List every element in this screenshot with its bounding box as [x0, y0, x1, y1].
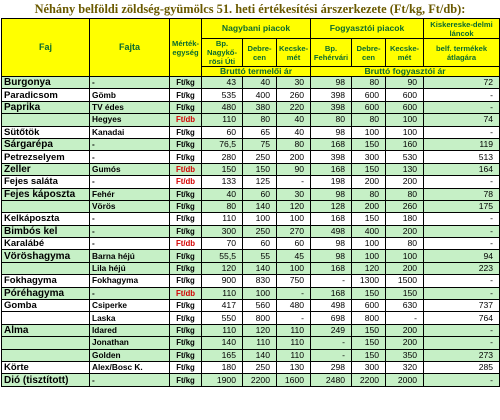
- cell-debrecen-2: 150: [352, 337, 386, 349]
- cell-debrecen: 100: [243, 213, 277, 225]
- cell-unit: Ft/kg: [170, 126, 202, 138]
- cell-kecskemet-2: 150: [386, 287, 424, 299]
- cell-kecskemet: 120: [277, 200, 311, 212]
- table-row: [2, 324, 500, 336]
- cell-bp-fehervari: 168: [311, 138, 352, 150]
- cell-belf-atlagar: 175: [424, 200, 500, 212]
- cell-kecskemet-2: -: [386, 312, 424, 324]
- cell-bp-fehervari: 249: [311, 324, 352, 336]
- cell-kecskemet-2: 100: [386, 114, 424, 126]
- cell-unit: Ft/kg: [170, 312, 202, 324]
- cell-bp-fehervari: 168: [311, 163, 352, 175]
- cell-kecskemet: 30: [277, 77, 311, 89]
- cell-bp-nagykoros: 110: [202, 213, 243, 225]
- cell-bp-fehervari: 498: [311, 225, 352, 237]
- cell-belf-atlagar: -: [424, 213, 500, 225]
- table-row: [2, 225, 500, 237]
- cell-fajta: -: [90, 77, 170, 89]
- table-row: [2, 77, 500, 89]
- cell-unit: Ft/db: [170, 238, 202, 250]
- cell-debrecen-2: 300: [352, 361, 386, 373]
- cell-unit: Ft/kg: [170, 138, 202, 150]
- cell-debrecen-2: 2200: [352, 374, 386, 386]
- cell-faj: Sütőtök: [2, 126, 90, 138]
- cell-debrecen: 150: [243, 163, 277, 175]
- cell-belf-atlagar: -: [424, 374, 500, 386]
- table-row: [2, 337, 500, 349]
- cell-kecskemet: 110: [277, 337, 311, 349]
- cell-bp-nagykoros: 55,5: [202, 250, 243, 262]
- header-kecskemet-2: Kecske-mét: [386, 39, 424, 67]
- cell-debrecen: 60: [243, 188, 277, 200]
- cell-bp-fehervari: 398: [311, 89, 352, 101]
- cell-debrecen: 125: [243, 176, 277, 188]
- cell-debrecen: 250: [243, 361, 277, 373]
- cell-bp-fehervari: 80: [311, 114, 352, 126]
- cell-debrecen-2: 150: [352, 163, 386, 175]
- cell-kecskemet-2: 180: [386, 213, 424, 225]
- cell-unit: Ft/kg: [170, 188, 202, 200]
- table-row: [2, 138, 500, 150]
- cell-kecskemet: 90: [277, 163, 311, 175]
- cell-debrecen: 380: [243, 101, 277, 113]
- cell-kecskemet-2: 600: [386, 89, 424, 101]
- cell-kecskemet-2: 100: [386, 250, 424, 262]
- cell-bp-fehervari: -: [311, 275, 352, 287]
- table-row: [2, 213, 500, 225]
- cell-unit: Ft/kg: [170, 213, 202, 225]
- cell-belf-atlagar: -: [424, 337, 500, 349]
- cell-kecskemet-2: 130: [386, 163, 424, 175]
- cell-debrecen-2: 80: [352, 114, 386, 126]
- cell-faj: [2, 200, 90, 212]
- cell-debrecen: 250: [243, 151, 277, 163]
- table-row: [2, 262, 500, 274]
- table-row: [2, 287, 500, 299]
- cell-faj: Vöröshagyma: [2, 250, 90, 262]
- cell-debrecen: 40: [243, 77, 277, 89]
- cell-bp-nagykoros: 1900: [202, 374, 243, 386]
- cell-debrecen-2: 80: [352, 188, 386, 200]
- cell-belf-atlagar: -: [424, 225, 500, 237]
- cell-fajta: Laska: [90, 312, 170, 324]
- page-title: Néhány belföldi zöldség-gyümölcs 51. heti értékesítési árszerkezete (Ft/kg, Ft/db):: [34, 2, 466, 16]
- cell-kecskemet-2: 530: [386, 151, 424, 163]
- cell-belf-atlagar: -: [424, 126, 500, 138]
- cell-kecskemet: 45: [277, 250, 311, 262]
- cell-kecskemet: 260: [277, 89, 311, 101]
- header-kecskemet: Kecske-mét: [277, 39, 311, 67]
- cell-bp-nagykoros: 535: [202, 89, 243, 101]
- cell-faj: Fejes saláta: [2, 176, 90, 188]
- cell-debrecen-2: 120: [352, 262, 386, 274]
- cell-bp-nagykoros: 480: [202, 101, 243, 113]
- header-unit: Mérték-egység: [170, 19, 202, 77]
- header-brutto-termeloi: Bruttó termelői ár: [202, 67, 311, 77]
- cell-bp-nagykoros: 43: [202, 77, 243, 89]
- cell-kecskemet: 1600: [277, 374, 311, 386]
- header-nagybani: Nagybani piacok: [202, 19, 311, 39]
- cell-debrecen: 60: [243, 238, 277, 250]
- cell-belf-atlagar: -: [424, 89, 500, 101]
- cell-unit: Ft/kg: [170, 101, 202, 113]
- cell-fajta: Hegyes: [90, 114, 170, 126]
- header-fajta: Fajta: [90, 19, 170, 77]
- cell-bp-fehervari: 168: [311, 213, 352, 225]
- cell-kecskemet: 200: [277, 151, 311, 163]
- cell-debrecen: 2200: [243, 374, 277, 386]
- cell-unit: Ft/db: [170, 163, 202, 175]
- cell-bp-fehervari: 498: [311, 300, 352, 312]
- cell-kecskemet-2: 200: [386, 262, 424, 274]
- cell-unit: Ft/kg: [170, 374, 202, 386]
- cell-bp-nagykoros: 300: [202, 225, 243, 237]
- cell-bp-fehervari: 168: [311, 262, 352, 274]
- cell-bp-fehervari: 698: [311, 312, 352, 324]
- cell-faj: Karalábé: [2, 238, 90, 250]
- cell-faj: [2, 312, 90, 324]
- table-row: [2, 200, 500, 212]
- cell-debrecen: 55: [243, 250, 277, 262]
- cell-kecskemet: 750: [277, 275, 311, 287]
- cell-bp-fehervari: 398: [311, 101, 352, 113]
- cell-belf-atlagar: 285: [424, 361, 500, 373]
- cell-belf-atlagar: 273: [424, 349, 500, 361]
- cell-kecskemet-2: 260: [386, 200, 424, 212]
- cell-belf-atlagar: 737: [424, 300, 500, 312]
- cell-bp-nagykoros: 60: [202, 126, 243, 138]
- cell-bp-fehervari: 168: [311, 287, 352, 299]
- table-row: [2, 114, 500, 126]
- cell-belf-atlagar: 72: [424, 77, 500, 89]
- cell-faj: Körte: [2, 361, 90, 373]
- header-bp-nagykoros: Bp. Nagykő-rösi Úti: [202, 39, 243, 67]
- cell-bp-fehervari: 98: [311, 77, 352, 89]
- cell-belf-atlagar: 94: [424, 250, 500, 262]
- cell-unit: Ft/kg: [170, 300, 202, 312]
- header-brutto-fogyasztoi: Bruttó fogyasztói ár: [311, 67, 500, 77]
- cell-fajta: Kanadai: [90, 126, 170, 138]
- cell-debrecen-2: 150: [352, 287, 386, 299]
- cell-unit: Ft/kg: [170, 361, 202, 373]
- cell-kecskemet-2: 200: [386, 176, 424, 188]
- cell-fajta: Golden: [90, 349, 170, 361]
- cell-faj: Sárgarépa: [2, 138, 90, 150]
- cell-kecskemet: 80: [277, 138, 311, 150]
- cell-bp-nagykoros: 150: [202, 163, 243, 175]
- cell-bp-fehervari: 398: [311, 151, 352, 163]
- cell-debrecen: 140: [243, 349, 277, 361]
- cell-debrecen: 140: [243, 262, 277, 274]
- cell-fajta: -: [90, 287, 170, 299]
- cell-unit: Ft/kg: [170, 151, 202, 163]
- cell-fajta: Jonathan: [90, 337, 170, 349]
- cell-bp-nagykoros: 110: [202, 324, 243, 336]
- cell-faj: [2, 262, 90, 274]
- cell-debrecen: 140: [243, 200, 277, 212]
- cell-belf-atlagar: -: [424, 101, 500, 113]
- cell-fajta: TV édes: [90, 101, 170, 113]
- cell-fajta: Fokhagyma: [90, 275, 170, 287]
- cell-fajta: Lila héjú: [90, 262, 170, 274]
- table-row: [2, 126, 500, 138]
- cell-kecskemet-2: 200: [386, 225, 424, 237]
- cell-belf-atlagar: -: [424, 275, 500, 287]
- cell-kecskemet: 480: [277, 300, 311, 312]
- cell-fajta: -: [90, 374, 170, 386]
- cell-debrecen-2: 100: [352, 126, 386, 138]
- cell-belf-atlagar: -: [424, 238, 500, 250]
- cell-faj: [2, 114, 90, 126]
- cell-unit: Ft/kg: [170, 262, 202, 274]
- cell-bp-fehervari: 2480: [311, 374, 352, 386]
- cell-unit: Ft/kg: [170, 250, 202, 262]
- cell-debrecen: 100: [243, 287, 277, 299]
- cell-debrecen: 80: [243, 114, 277, 126]
- cell-bp-nagykoros: 133: [202, 176, 243, 188]
- header-bp-fehervari: Bp. Fehérvári: [311, 39, 352, 67]
- cell-bp-nagykoros: 76,5: [202, 138, 243, 150]
- cell-kecskemet-2: 2000: [386, 374, 424, 386]
- cell-debrecen-2: 80: [352, 77, 386, 89]
- cell-bp-nagykoros: 40: [202, 188, 243, 200]
- cell-kecskemet: 60: [277, 238, 311, 250]
- cell-unit: Ft/db: [170, 176, 202, 188]
- price-table: [1, 18, 500, 387]
- cell-bp-nagykoros: 550: [202, 312, 243, 324]
- table-row: [2, 312, 500, 324]
- cell-faj: Petrezselyem: [2, 151, 90, 163]
- cell-unit: Ft/kg: [170, 275, 202, 287]
- cell-faj: Dió (tisztított): [2, 374, 90, 386]
- table-row: [2, 275, 500, 287]
- cell-fajta: -: [90, 138, 170, 150]
- header-faj: Faj: [2, 19, 90, 77]
- table-row: [2, 101, 500, 113]
- cell-bp-fehervari: -: [311, 349, 352, 361]
- cell-belf-atlagar: 119: [424, 138, 500, 150]
- cell-bp-fehervari: 98: [311, 188, 352, 200]
- table-row: [2, 163, 500, 175]
- cell-debrecen: 65: [243, 126, 277, 138]
- cell-fajta: -: [90, 225, 170, 237]
- cell-kecskemet: 110: [277, 324, 311, 336]
- cell-belf-atlagar: 764: [424, 312, 500, 324]
- cell-faj: Gomba: [2, 300, 90, 312]
- cell-kecskemet: -: [277, 287, 311, 299]
- cell-belf-atlagar: 223: [424, 262, 500, 274]
- cell-bp-nagykoros: 120: [202, 262, 243, 274]
- cell-unit: Ft/kg: [170, 225, 202, 237]
- cell-kecskemet: 100: [277, 213, 311, 225]
- cell-kecskemet-2: 1500: [386, 275, 424, 287]
- cell-fajta: -: [90, 151, 170, 163]
- cell-kecskemet-2: 600: [386, 101, 424, 113]
- cell-debrecen: 120: [243, 324, 277, 336]
- cell-bp-nagykoros: 280: [202, 151, 243, 163]
- cell-fajta: Csiperke: [90, 300, 170, 312]
- cell-debrecen: 110: [243, 337, 277, 349]
- cell-faj: Paprika: [2, 101, 90, 113]
- cell-debrecen: 400: [243, 89, 277, 101]
- cell-fajta: -: [90, 176, 170, 188]
- cell-debrecen: 75: [243, 138, 277, 150]
- cell-belf-atlagar: 74: [424, 114, 500, 126]
- cell-bp-fehervari: 128: [311, 200, 352, 212]
- header-kisker: Kiskereske-delmi láncok: [424, 19, 500, 39]
- cell-kecskemet-2: 90: [386, 77, 424, 89]
- cell-faj: [2, 349, 90, 361]
- cell-debrecen: 830: [243, 275, 277, 287]
- cell-fajta: Fehér: [90, 188, 170, 200]
- cell-bp-nagykoros: 180: [202, 361, 243, 373]
- cell-faj: Kelkáposzta: [2, 213, 90, 225]
- table-body: [2, 77, 500, 387]
- cell-unit: Ft/db: [170, 287, 202, 299]
- table-row: [2, 238, 500, 250]
- table-row: [2, 250, 500, 262]
- table-row: [2, 300, 500, 312]
- cell-unit: Ft/kg: [170, 349, 202, 361]
- cell-belf-atlagar: 78: [424, 188, 500, 200]
- cell-faj: Alma: [2, 324, 90, 336]
- cell-bp-nagykoros: 80: [202, 200, 243, 212]
- cell-bp-nagykoros: 140: [202, 337, 243, 349]
- cell-debrecen-2: 600: [352, 101, 386, 113]
- cell-kecskemet-2: 320: [386, 361, 424, 373]
- table-row: [2, 176, 500, 188]
- cell-faj: Póréhagyma: [2, 287, 90, 299]
- cell-kecskemet: -: [277, 176, 311, 188]
- cell-kecskemet: 100: [277, 262, 311, 274]
- cell-debrecen-2: 600: [352, 300, 386, 312]
- cell-debrecen: 250: [243, 225, 277, 237]
- cell-debrecen-2: 150: [352, 324, 386, 336]
- cell-kecskemet: 30: [277, 188, 311, 200]
- cell-fajta: -: [90, 238, 170, 250]
- cell-kecskemet: 40: [277, 114, 311, 126]
- cell-debrecen-2: 400: [352, 225, 386, 237]
- cell-debrecen-2: 150: [352, 138, 386, 150]
- header-belf-atlagar: belf. termékek átlagára: [424, 39, 500, 67]
- cell-fajta: Vörös: [90, 200, 170, 212]
- cell-unit: Ft/kg: [170, 200, 202, 212]
- cell-kecskemet-2: 350: [386, 349, 424, 361]
- cell-bp-fehervari: 198: [311, 176, 352, 188]
- cell-bp-nagykoros: 110: [202, 114, 243, 126]
- cell-belf-atlagar: 164: [424, 163, 500, 175]
- cell-unit: Ft/kg: [170, 324, 202, 336]
- cell-kecskemet: 220: [277, 101, 311, 113]
- cell-debrecen-2: 150: [352, 349, 386, 361]
- cell-faj: Fokhagyma: [2, 275, 90, 287]
- cell-belf-atlagar: 513: [424, 151, 500, 163]
- cell-fajta: Idared: [90, 324, 170, 336]
- cell-kecskemet-2: 160: [386, 138, 424, 150]
- cell-debrecen-2: 200: [352, 200, 386, 212]
- cell-bp-nagykoros: 165: [202, 349, 243, 361]
- cell-bp-nagykoros: 70: [202, 238, 243, 250]
- cell-faj: Bimbós kel: [2, 225, 90, 237]
- cell-kecskemet: 130: [277, 361, 311, 373]
- cell-fajta: Barna héjú: [90, 250, 170, 262]
- header-debrecen: Debre-cen: [243, 39, 277, 67]
- table-row: [2, 374, 500, 386]
- cell-debrecen: 560: [243, 300, 277, 312]
- cell-fajta: -: [90, 213, 170, 225]
- cell-bp-nagykoros: 110: [202, 287, 243, 299]
- cell-bp-nagykoros: 417: [202, 300, 243, 312]
- cell-kecskemet: 40: [277, 126, 311, 138]
- cell-faj: Burgonya: [2, 77, 90, 89]
- cell-debrecen-2: 100: [352, 238, 386, 250]
- cell-kecskemet: 110: [277, 349, 311, 361]
- cell-kecskemet: 270: [277, 225, 311, 237]
- cell-debrecen-2: 1300: [352, 275, 386, 287]
- cell-belf-atlagar: -: [424, 287, 500, 299]
- cell-unit: Ft/db: [170, 114, 202, 126]
- cell-faj: [2, 337, 90, 349]
- header-fogyasztoi: Fogyasztói piacok: [311, 19, 424, 39]
- cell-debrecen: 800: [243, 312, 277, 324]
- cell-debrecen-2: 800: [352, 312, 386, 324]
- cell-fajta: Alex/Bosc K.: [90, 361, 170, 373]
- cell-kecskemet-2: 100: [386, 126, 424, 138]
- cell-bp-fehervari: 298: [311, 361, 352, 373]
- cell-debrecen-2: 200: [352, 176, 386, 188]
- cell-bp-fehervari: 98: [311, 126, 352, 138]
- table-row: [2, 361, 500, 373]
- cell-fajta: Gumós: [90, 163, 170, 175]
- cell-faj: Zeller: [2, 163, 90, 175]
- header-debrecen-2: Debre-cen: [352, 39, 386, 67]
- table-row: [2, 151, 500, 163]
- cell-kecskemet-2: 200: [386, 337, 424, 349]
- cell-bp-fehervari: -: [311, 337, 352, 349]
- table-row: [2, 349, 500, 361]
- cell-debrecen-2: 300: [352, 151, 386, 163]
- cell-bp-nagykoros: 900: [202, 275, 243, 287]
- cell-faj: Fejes káposzta: [2, 188, 90, 200]
- cell-debrecen-2: 150: [352, 213, 386, 225]
- cell-kecskemet-2: 200: [386, 324, 424, 336]
- cell-debrecen-2: 600: [352, 89, 386, 101]
- table-row: [2, 188, 500, 200]
- cell-unit: Ft/kg: [170, 89, 202, 101]
- cell-kecskemet-2: 80: [386, 188, 424, 200]
- cell-debrecen-2: 100: [352, 250, 386, 262]
- cell-fajta: Gömb: [90, 89, 170, 101]
- cell-kecskemet-2: 630: [386, 300, 424, 312]
- cell-kecskemet-2: 80: [386, 238, 424, 250]
- cell-unit: Ft/kg: [170, 77, 202, 89]
- table-row: [2, 89, 500, 101]
- cell-faj: Paradicsom: [2, 89, 90, 101]
- cell-bp-fehervari: 98: [311, 250, 352, 262]
- cell-belf-atlagar: -: [424, 324, 500, 336]
- cell-bp-fehervari: 98: [311, 238, 352, 250]
- cell-belf-atlagar: -: [424, 176, 500, 188]
- cell-kecskemet: -: [277, 312, 311, 324]
- cell-unit: Ft/kg: [170, 337, 202, 349]
